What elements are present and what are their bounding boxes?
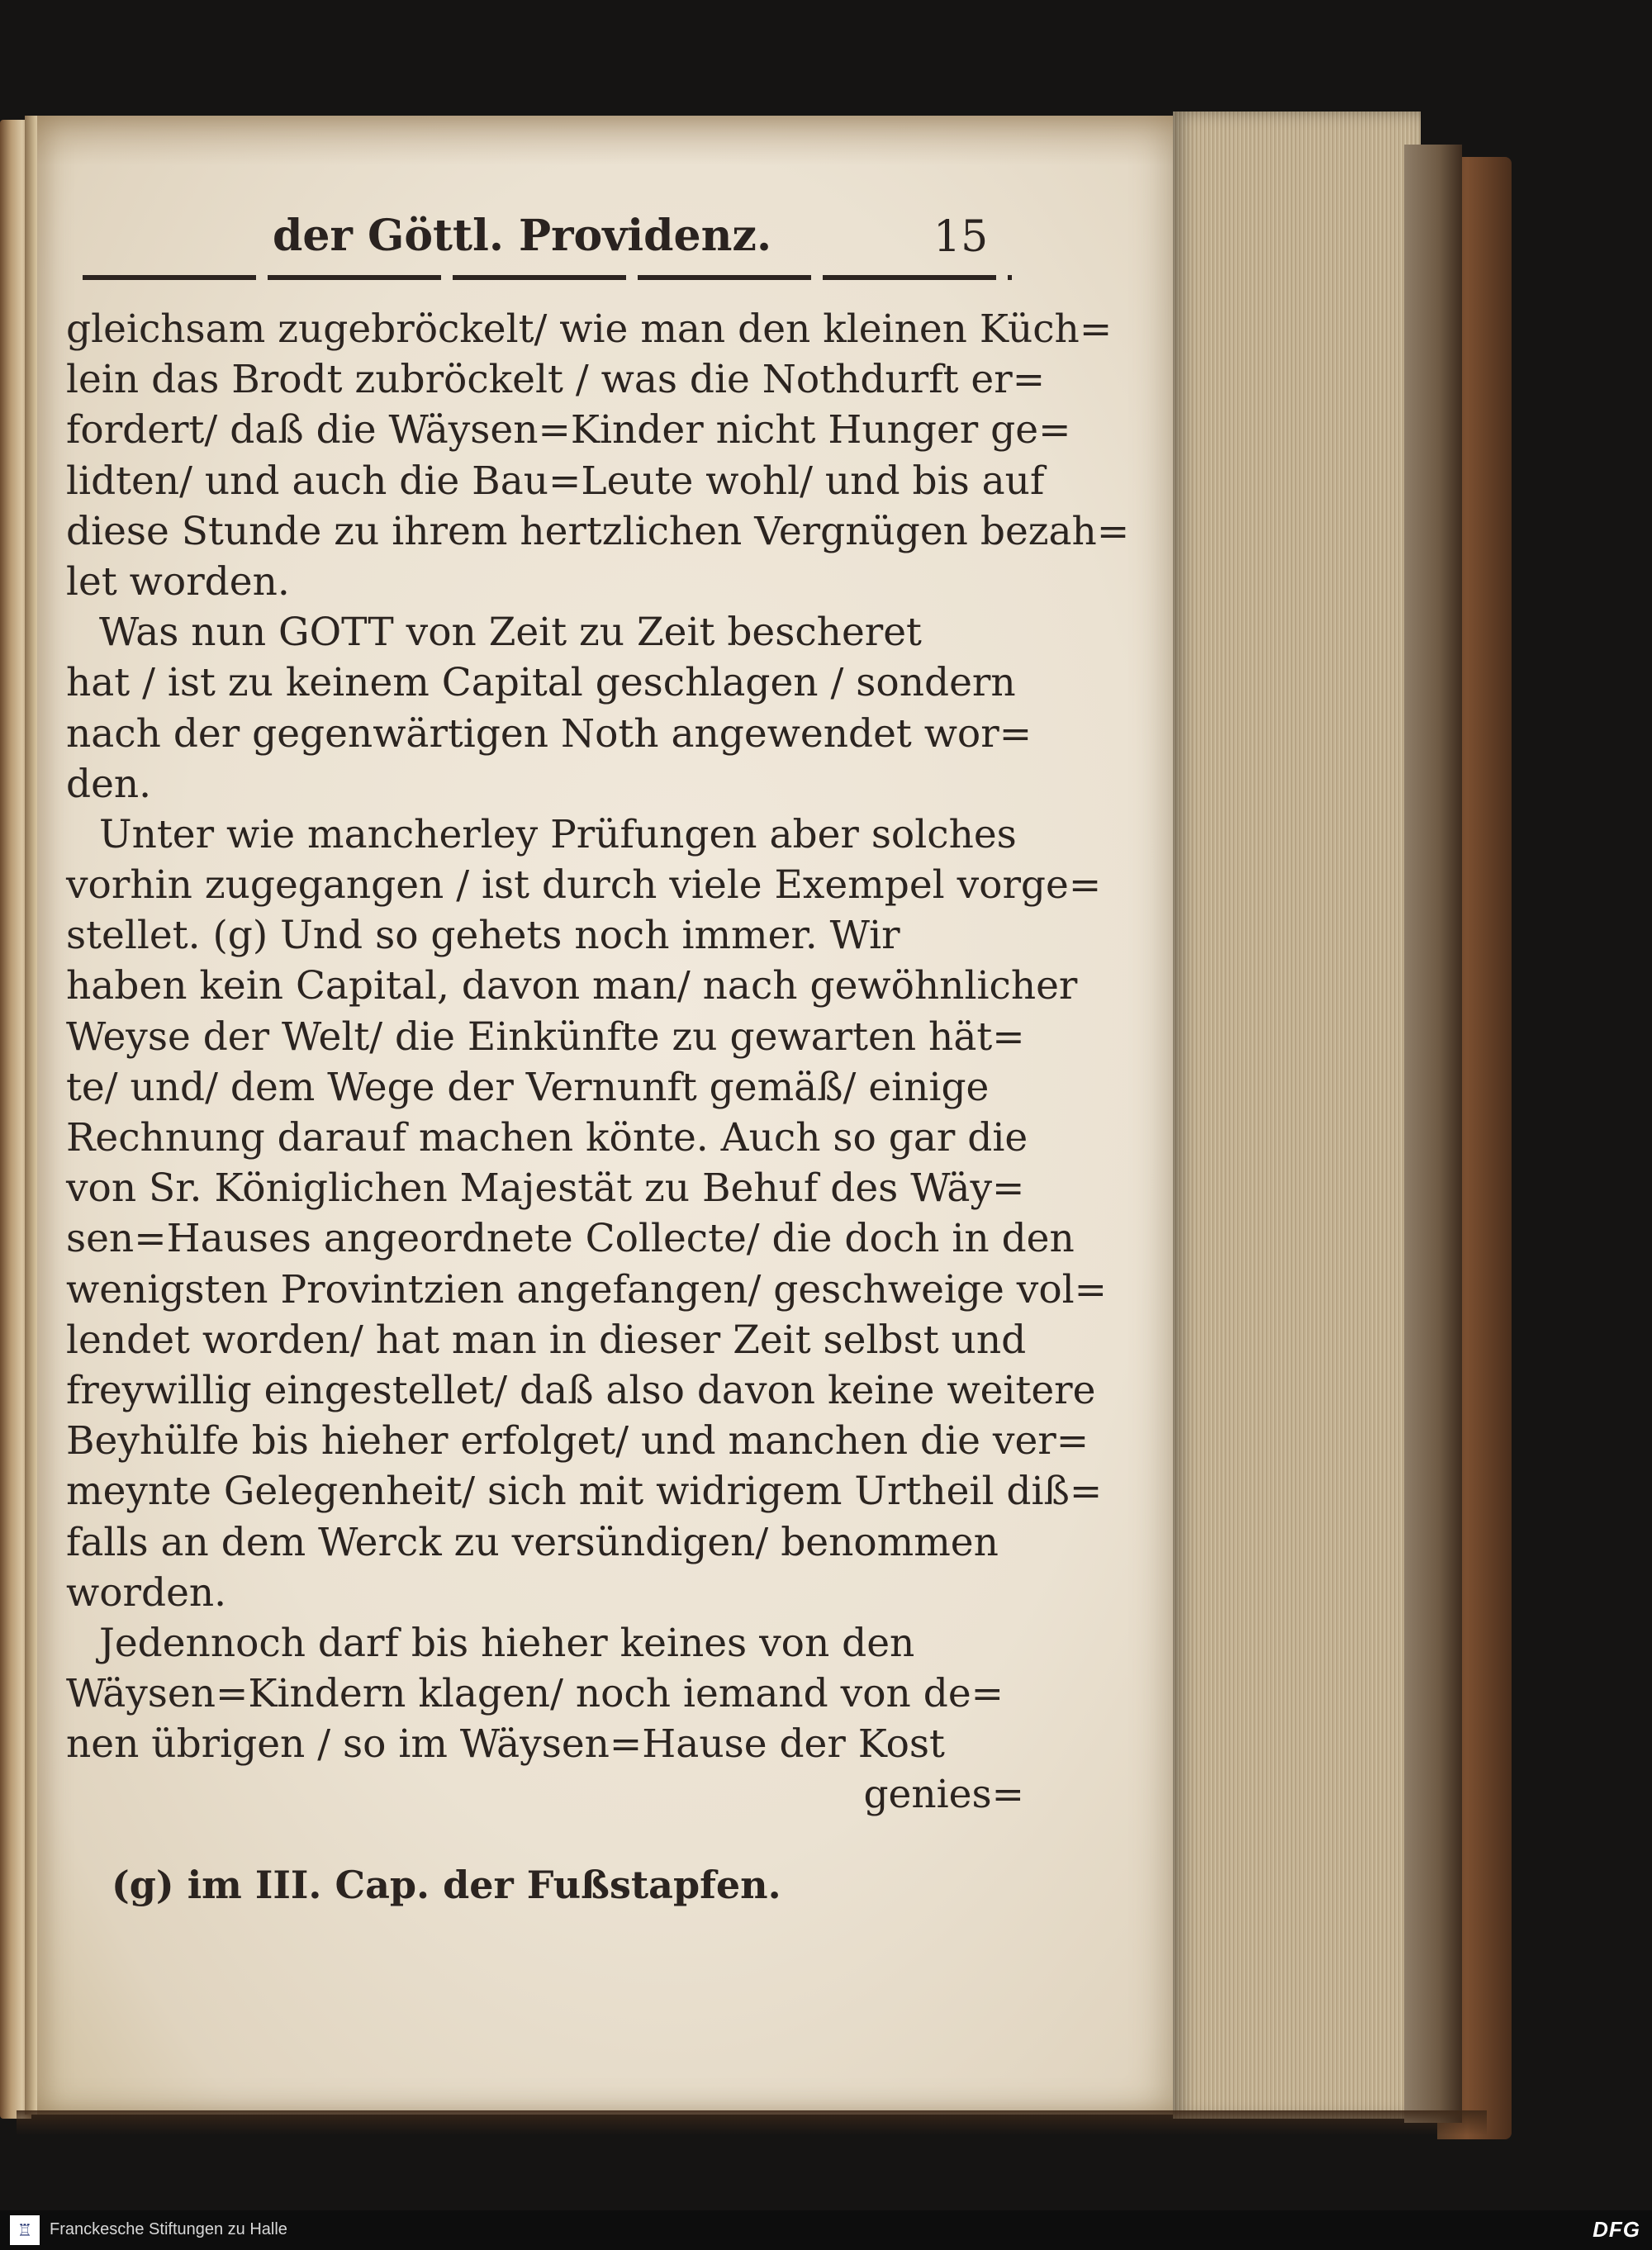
text-line: meynte Gelegenheit/ sich mit widrigem Urtheil diß= xyxy=(66,1469,1103,1515)
running-title: der Göttl. Providenz. xyxy=(273,211,772,261)
text-line: worden. xyxy=(66,1569,227,1616)
page-top-shadow xyxy=(37,116,1185,165)
text-line: Weyse der Welt/ die Einkünfte zu gewarten hät= xyxy=(66,1013,1025,1060)
text-line: te/ und/ dem Wege der Vernunft gemäß/ einige xyxy=(66,1064,990,1110)
text-line: von Sr. Königlichen Majestät zu Behuf des Wäy= xyxy=(66,1165,1025,1212)
text-line: hat / ist zu keinem Capital geschlagen / sondern xyxy=(66,660,1016,706)
text-line: diese Stunde zu ihrem hertzlichen Vergnügen bezah= xyxy=(66,508,1130,554)
book-bottom-shadow xyxy=(17,2110,1487,2135)
text-line: Jedennoch darf bis hieher keines von den xyxy=(99,1620,915,1666)
text-line: falls an dem Werck zu versündigen/ benommen xyxy=(66,1519,999,1565)
text-line: Rechnung darauf machen könte. Auch so gar die xyxy=(66,1115,1028,1161)
text-line: gleichsam zugebröckelt/ wie man den kleinen Küch= xyxy=(66,306,1113,352)
viewer-footer xyxy=(0,2210,1652,2250)
text-line: haben kein Capital, davon man/ nach gewöhnlicher xyxy=(66,963,1078,1009)
institution-name: Franckesche Stiftungen zu Halle xyxy=(50,2220,287,2238)
footnote: (g) im III. Cap. der Fußstapfen. xyxy=(112,1863,781,1907)
text-line: vorhin zugegangen / ist durch viele Exempel vorge= xyxy=(66,862,1102,909)
text-line: wenigsten Provintzien angefangen/ geschweige vol= xyxy=(66,1266,1108,1312)
header-rule xyxy=(83,275,1012,280)
text-line: stellet. (g) Und so gehets noch immer. Wir xyxy=(66,913,900,959)
text-line: lidten/ und auch die Bau=Leute wohl/ und bis auf xyxy=(66,458,1045,504)
text-line: nen übrigen / so im Wäysen=Hause der Kost xyxy=(66,1721,945,1768)
text-line: fordert/ daß die Wäysen=Kinder nicht Hunger ge= xyxy=(66,407,1071,453)
text-line: den. xyxy=(66,761,152,807)
page-block-edges xyxy=(1173,112,1421,2119)
text-line: lendet worden/ hat man in dieser Zeit selbst und xyxy=(66,1317,1027,1363)
text-line: nach der gegenwärtigen Noth angewendet wor= xyxy=(66,710,1032,757)
text-line: lein das Brodt zubröckelt / was die Nothdurft er= xyxy=(66,357,1046,403)
text-line: let worden. xyxy=(66,558,290,605)
body-text xyxy=(66,304,1130,1820)
text-line: Beyhülfe bis hieher erfolget/ und manchen die ver= xyxy=(66,1418,1089,1464)
text-line: Wäysen=Kindern klagen/ noch iemand von de= xyxy=(66,1671,1004,1717)
catchword: genies= xyxy=(863,1772,1024,1818)
dfg-logo: DFG xyxy=(1593,2217,1640,2242)
text-line: Unter wie mancherley Prüfungen aber solches xyxy=(99,811,1017,857)
text-line: freywillig eingestellet/ daß also davon keine weitere xyxy=(66,1367,1096,1413)
text-line: Was nun GOTT von Zeit zu Zeit bescheret xyxy=(99,610,922,656)
text-line: sen=Hauses angeordnete Collecte/ die doch in den xyxy=(66,1216,1075,1262)
running-header xyxy=(273,202,1016,268)
foundation-logo-icon: ♖ xyxy=(10,2215,40,2245)
book-cover-edge xyxy=(1404,145,1462,2123)
page-number: 15 xyxy=(933,212,989,262)
